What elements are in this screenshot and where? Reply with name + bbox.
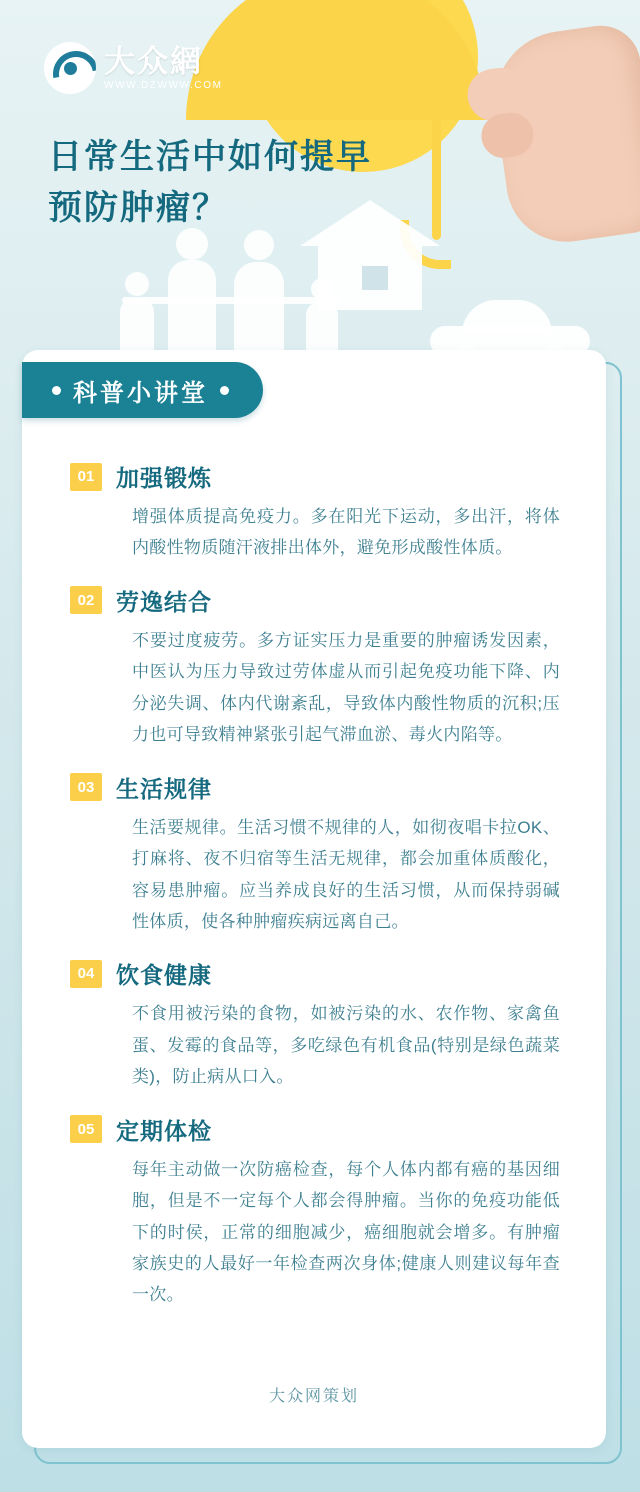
tips-list — [70, 460, 560, 1331]
list-item — [70, 584, 560, 751]
list-item-header — [70, 771, 560, 804]
head-shape — [311, 278, 333, 300]
section-ribbon — [22, 362, 263, 418]
item-number-badge: 05 — [70, 1115, 102, 1143]
umbrella-canopy — [186, 0, 486, 120]
list-item — [70, 771, 560, 938]
item-body: 生活要规律。生活习惯不规律的人，如彻夜唱卡拉OK、打麻将、夜不归宿等生活无规律，都会加重体质酸化，容易患肿瘤。应当养成良好的生活习惯，从而保持弱碱性体质，使各种肿瘤疾病远离自己。 — [132, 817, 560, 931]
dot-icon-right — [220, 386, 229, 395]
hand-illustration — [486, 21, 640, 250]
list-item — [70, 460, 560, 564]
family-father — [168, 260, 216, 360]
page-title — [48, 132, 372, 234]
list-item-header — [70, 957, 560, 990]
card-credit: 大众网策划 — [268, 1388, 359, 1405]
item-title: 加强锻炼 — [116, 465, 212, 491]
item-title: 劳逸结合 — [116, 588, 212, 615]
head-shape — [244, 230, 274, 260]
list-item-header — [70, 460, 560, 493]
swirl-logo-icon — [44, 42, 96, 94]
item-title: 定期体检 — [116, 1117, 212, 1144]
list-item-header — [70, 584, 560, 617]
logo-name-cn: 大众網 — [104, 43, 203, 79]
item-number-badge: 03 — [70, 773, 102, 801]
item-body: 不食用被污染的食物，如被污染的水、农作物、家禽鱼蛋、发霉的食品等，多吃绿色有机食品(特别是绿色蔬菜类)，防止病从口入。 — [132, 1004, 560, 1087]
item-title: 生活规律 — [116, 775, 212, 802]
list-item — [70, 1113, 560, 1311]
item-body: 不要过度疲劳。多方证实压力是重要的肿瘤诱发因素，中医认为压力导致过劳体虚从而引起免疫功能下降、内分泌失调、体内代谢紊乱，导致体内酸性物质的沉积;压力也可导致精神紧张引起气滞血淤、毒火内陷等。 — [132, 630, 560, 745]
family-arms — [122, 297, 342, 304]
item-number-badge: 04 — [70, 960, 102, 988]
item-number-badge: 02 — [70, 586, 102, 614]
logo-text-group — [104, 43, 223, 91]
list-item-header — [70, 1113, 560, 1146]
content-card — [22, 350, 606, 1448]
site-logo — [44, 42, 223, 94]
logo-name-en: WWW.DZWWW.COM — [104, 79, 223, 91]
family-mother — [234, 262, 284, 360]
head-shape — [125, 272, 149, 296]
dot-icon-left — [52, 386, 61, 395]
list-item — [70, 957, 560, 1092]
section-ribbon-label: 科普小讲堂 — [73, 379, 208, 407]
item-body: 增强体质提高免疫力。多在阳光下运动，多出汗，将体内酸性物质随汗液排出体外，避免形成酸性体质。 — [132, 507, 560, 558]
item-title: 饮食健康 — [116, 962, 212, 989]
item-number-badge: 01 — [70, 463, 102, 491]
item-body: 每年主动做一次防癌检查，每个人体内都有癌的基因细胞，但是不一定每个人都会得肿瘤。当你的免疫功能低下的时侯，正常的细胞减少，癌细胞就会增多。有肿瘤家族史的人最好一年检查两次身体;健康人则建议每年查一次。 — [132, 1159, 560, 1305]
page-title-line-1: 日常生活中如何提早 — [48, 138, 372, 176]
family-icon — [110, 230, 370, 360]
page-title-line-2: 预防肿瘤？ — [48, 189, 228, 227]
